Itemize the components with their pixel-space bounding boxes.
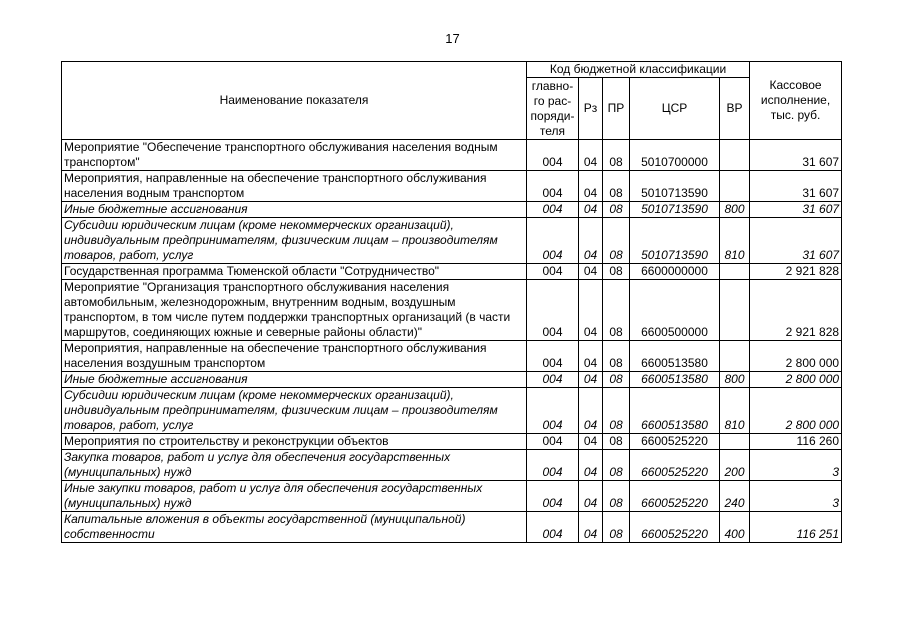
cell-indicator-name: Мероприятие "Обеспечение транспортного обслуживания населения водным транспортом" <box>62 140 527 171</box>
cell-vr <box>720 434 750 450</box>
page-number: 17 <box>445 31 460 46</box>
cell-admin-code: 004 <box>527 341 579 372</box>
cell-csr: 6600525220 <box>630 512 720 543</box>
table-header <box>62 62 842 140</box>
cell-pr: 08 <box>603 202 630 218</box>
cell-pr: 08 <box>603 450 630 481</box>
table-row <box>62 280 842 341</box>
header-pr: ПР <box>603 78 630 140</box>
cell-admin-code: 004 <box>527 264 579 280</box>
cell-rz: 04 <box>579 171 603 202</box>
cell-vr: 810 <box>720 218 750 264</box>
cell-admin-code: 004 <box>527 512 579 543</box>
header-cash-execution: Кассовое исполнение, тыс. руб. <box>750 62 842 140</box>
table-row <box>62 481 842 512</box>
cell-csr: 5010713590 <box>630 171 720 202</box>
cell-csr: 6600513580 <box>630 341 720 372</box>
cell-rz: 04 <box>579 450 603 481</box>
cell-rz: 04 <box>579 341 603 372</box>
cell-vr <box>720 264 750 280</box>
cell-csr: 5010713590 <box>630 202 720 218</box>
cell-admin-code: 004 <box>527 481 579 512</box>
cell-indicator-name: Мероприятия по строительству и реконструкции объектов <box>62 434 527 450</box>
cell-admin-code: 004 <box>527 171 579 202</box>
cell-indicator-name: Иные закупки товаров, работ и услуг для обеспечения государственных (муниципальных) нужд <box>62 481 527 512</box>
cell-amount: 2 800 000 <box>750 388 842 434</box>
cell-rz: 04 <box>579 140 603 171</box>
cell-admin-code: 004 <box>527 434 579 450</box>
cell-vr: 240 <box>720 481 750 512</box>
cell-csr: 6600000000 <box>630 264 720 280</box>
cell-rz: 04 <box>579 280 603 341</box>
cell-csr: 6600525220 <box>630 450 720 481</box>
cell-pr: 08 <box>603 341 630 372</box>
cell-admin-code: 004 <box>527 388 579 434</box>
cell-csr: 5010700000 <box>630 140 720 171</box>
table-row <box>62 171 842 202</box>
budget-execution-table <box>61 61 842 543</box>
header-budget-code-group: Код бюджетной классификации <box>527 62 750 78</box>
cell-rz: 04 <box>579 372 603 388</box>
table-row <box>62 218 842 264</box>
header-rz: Рз <box>579 78 603 140</box>
cell-amount: 2 921 828 <box>750 280 842 341</box>
table-row <box>62 434 842 450</box>
table-row <box>62 264 842 280</box>
cell-csr: 6600525220 <box>630 481 720 512</box>
cell-rz: 04 <box>579 388 603 434</box>
header-chief-administrator: главно- го рас- поряди- теля <box>527 78 579 140</box>
cell-pr: 08 <box>603 140 630 171</box>
cell-rz: 04 <box>579 202 603 218</box>
cell-indicator-name: Закупка товаров, работ и услуг для обеспечения государственных (муниципальных) нужд <box>62 450 527 481</box>
table-row <box>62 512 842 543</box>
cell-amount: 3 <box>750 450 842 481</box>
cell-vr <box>720 341 750 372</box>
table-body <box>62 140 842 543</box>
cell-admin-code: 004 <box>527 280 579 341</box>
cell-indicator-name: Иные бюджетные ассигнования <box>62 202 527 218</box>
table-row <box>62 140 842 171</box>
cell-indicator-name: Иные бюджетные ассигнования <box>62 372 527 388</box>
cell-indicator-name: Мероприятия, направленные на обеспечение транспортного обслуживания населения воздушным транспортом <box>62 341 527 372</box>
cell-csr: 6600513580 <box>630 372 720 388</box>
cell-amount: 3 <box>750 481 842 512</box>
cell-amount: 31 607 <box>750 171 842 202</box>
cell-admin-code: 004 <box>527 450 579 481</box>
cell-amount: 2 800 000 <box>750 372 842 388</box>
cell-indicator-name: Субсидии юридическим лицам (кроме некоммерческих организаций), индивидуальным предпринимателям, физическим лицам – производителям товаров, работ, услуг <box>62 388 527 434</box>
table-row <box>62 450 842 481</box>
cell-vr <box>720 280 750 341</box>
cell-csr: 6600500000 <box>630 280 720 341</box>
cell-pr: 08 <box>603 218 630 264</box>
cell-vr: 200 <box>720 450 750 481</box>
cell-vr: 400 <box>720 512 750 543</box>
cell-vr: 810 <box>720 388 750 434</box>
header-vr: ВР <box>720 78 750 140</box>
cell-csr: 5010713590 <box>630 218 720 264</box>
cell-amount: 2 800 000 <box>750 341 842 372</box>
cell-amount: 2 921 828 <box>750 264 842 280</box>
cell-rz: 04 <box>579 218 603 264</box>
cell-indicator-name: Государственная программа Тюменской области "Сотрудничество" <box>62 264 527 280</box>
cell-admin-code: 004 <box>527 202 579 218</box>
cell-amount: 116 251 <box>750 512 842 543</box>
cell-indicator-name: Субсидии юридическим лицам (кроме некоммерческих организаций), индивидуальным предпринимателям, физическим лицам – производителям товаров, работ, услуг <box>62 218 527 264</box>
cell-pr: 08 <box>603 388 630 434</box>
cell-rz: 04 <box>579 434 603 450</box>
header-csr: ЦСР <box>630 78 720 140</box>
cell-admin-code: 004 <box>527 218 579 264</box>
cell-indicator-name: Капитальные вложения в объекты государственной (муниципальной) собственности <box>62 512 527 543</box>
table-row <box>62 388 842 434</box>
cell-indicator-name: Мероприятие "Организация транспортного обслуживания населения автомобильным, железнодорожным, внутренним водным, воздушным транспортом, в том числе путем поддержки транспортных организаций (в части маршрутов, соединяющих южные и северные районы области)" <box>62 280 527 341</box>
table-row <box>62 372 842 388</box>
cell-vr: 800 <box>720 372 750 388</box>
cell-csr: 6600513580 <box>630 388 720 434</box>
table-row <box>62 341 842 372</box>
cell-amount: 31 607 <box>750 218 842 264</box>
cell-pr: 08 <box>603 280 630 341</box>
cell-vr <box>720 140 750 171</box>
cell-rz: 04 <box>579 512 603 543</box>
cell-amount: 116 260 <box>750 434 842 450</box>
cell-pr: 08 <box>603 512 630 543</box>
cell-pr: 08 <box>603 434 630 450</box>
cell-pr: 08 <box>603 264 630 280</box>
cell-pr: 08 <box>603 372 630 388</box>
cell-csr: 6600525220 <box>630 434 720 450</box>
cell-amount: 31 607 <box>750 202 842 218</box>
cell-pr: 08 <box>603 481 630 512</box>
cell-rz: 04 <box>579 481 603 512</box>
cell-admin-code: 004 <box>527 372 579 388</box>
cell-vr <box>720 171 750 202</box>
header-indicator-name: Наименование показателя <box>62 62 527 140</box>
cell-pr: 08 <box>603 171 630 202</box>
cell-rz: 04 <box>579 264 603 280</box>
cell-indicator-name: Мероприятия, направленные на обеспечение транспортного обслуживания населения водным транспортом <box>62 171 527 202</box>
cell-admin-code: 004 <box>527 140 579 171</box>
cell-amount: 31 607 <box>750 140 842 171</box>
cell-vr: 800 <box>720 202 750 218</box>
table-row <box>62 202 842 218</box>
